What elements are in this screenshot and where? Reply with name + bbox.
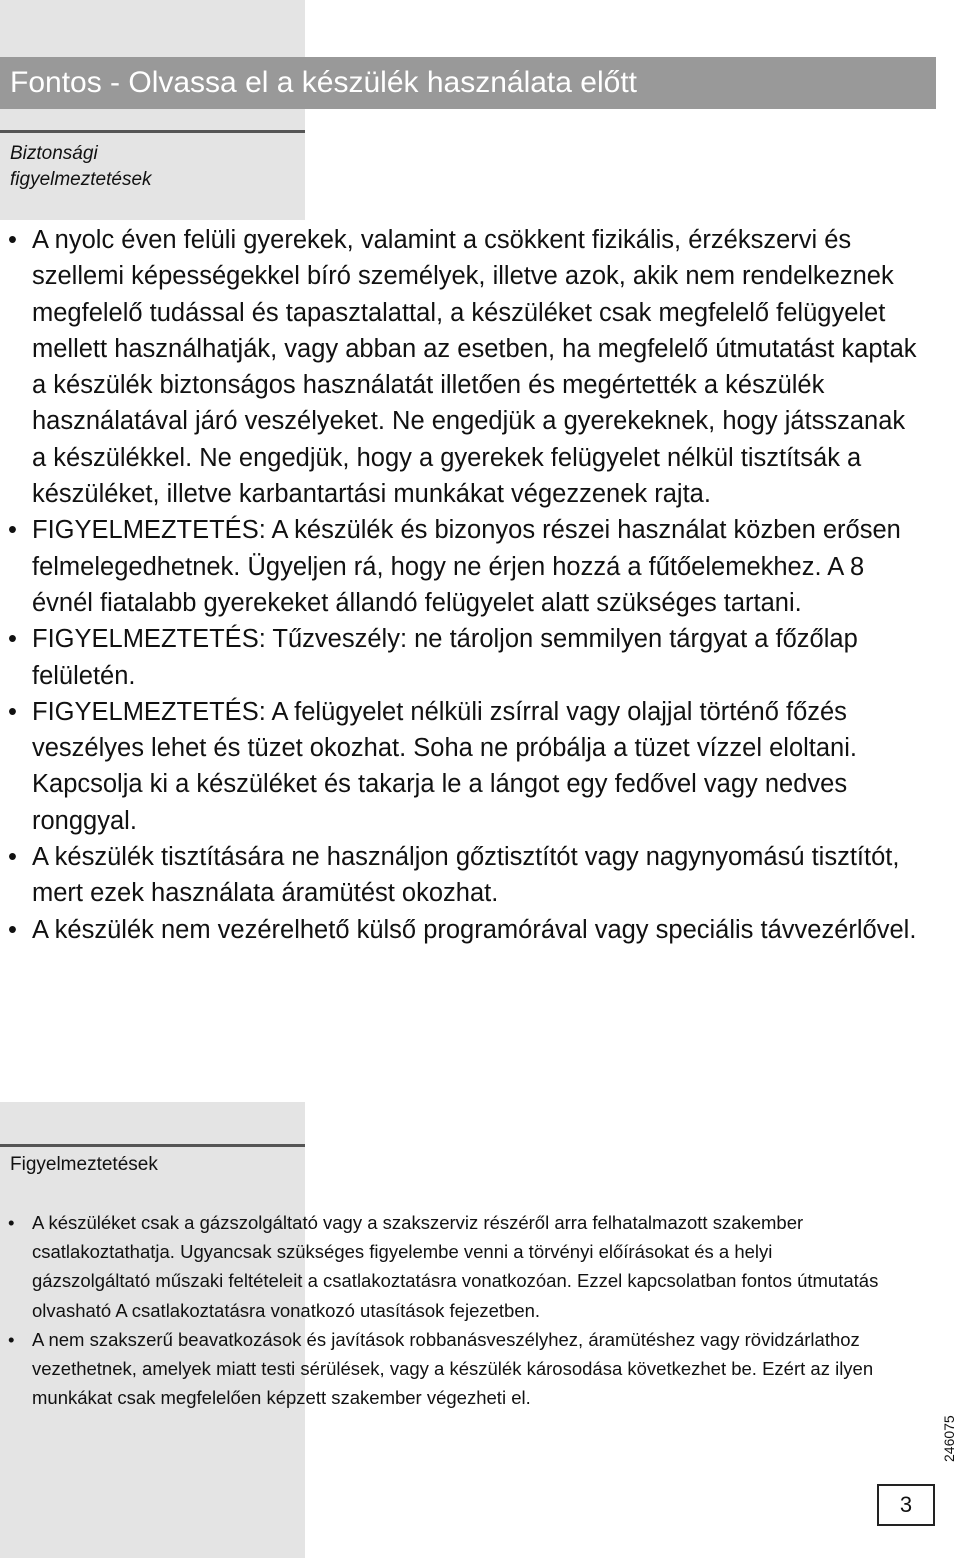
list-item — [0, 694, 920, 839]
bullet-icon: • — [8, 226, 17, 254]
safety-heading — [10, 141, 290, 193]
list-item-text: FIGYELMEZTETÉS: A készülék és bizonyos részei használat közben erősen felmelegedhetnek. Ügyeljen rá, hogy ne érjen hozzá a fűtőelemekhez. A 8 évnél fiatalabb gyerekeket állandó felügyelet alatt szükséges tartani. — [32, 516, 901, 617]
section-divider — [0, 130, 305, 133]
bullet-icon: • — [8, 1212, 15, 1233]
list-item-text: A készülék tisztítására ne használjon gőztisztítót vagy nagynyomású tisztítót, mert ezek használata áramütést okozhat. — [32, 843, 900, 908]
page-number: 3 — [877, 1484, 935, 1526]
list-item — [0, 621, 920, 694]
section-divider — [0, 1144, 305, 1147]
bullet-icon: • — [8, 625, 17, 654]
list-item — [0, 1208, 880, 1325]
bullet-icon: • — [8, 516, 17, 545]
list-item-text: FIGYELMEZTETÉS: A felügyelet nélküli zsírral vagy olajjal történő főzés veszélyes lehet és tüzet okozhat. Soha ne próbálja a tüzet vízzel eloltani. Kapcsolja ki a készüléket és takarja le a lángot egy fedővel vagy nedves ronggyal. — [32, 697, 857, 835]
list-item-text: A készüléket csak a gázszolgáltató vagy a szakszerviz részéről arra felhatalmazott szakember csatlakoztathatja. Ugyancsak szükséges figyelembe venni a törvényi előírásokat és a helyi gázszolgáltató műszaki feltételeit a csatlakoztatásra vonatkozóan. Ezzel kapcsolatban fontos útmutatás olvasható A csatlakoztatásra vonatkozó utasítások fejezetben. — [32, 1212, 879, 1321]
list-item-text: A nyolc éven felüli gyerekek, valamint a csökkent fizikális, érzékszervi és szellemi képességekkel bíró személyek, illetve azok, akik nem rendelkeznek megfelelő tudással és tapasztalattal, a készüléket csak megfelelő felügyelet mellett használhatják, vagy abban az esetben, ha megfelelő útmutatást kaptak a készülék biztonságos használatát illetően és megértették a készülék használatával járó veszélyeket. Ne engedjük a gyerekeknek, hogy játsszanak a készülékkel. Ne engedjük, hogy a gyerekek felügyelet nélkül tisztítsák a készüléket, illetve karbantartási munkákat végezzenek rajta. — [32, 226, 917, 509]
list-item-text: A nem szakszerű beavatkozások és javítások robbanásveszélyhez, áramütéshez vagy rövidzárlathoz vezethetnek, amelyek miatt testi sérülések, vagy a készülék károsodása következhet be. Ezért az ilyen munkákat csak megfelelően képzett szakember végezheti el. — [32, 1328, 874, 1409]
warnings-list — [0, 1208, 880, 1412]
bullet-icon: • — [8, 1328, 15, 1350]
list-item-text: A készülék nem vezérelhető külső programórával vagy speciális távvezérlővel. — [32, 915, 917, 944]
page-title: Fontos - Olvassa el a készülék használata előtt — [0, 57, 936, 109]
bullet-icon: • — [8, 843, 17, 872]
list-item — [0, 912, 920, 948]
list-item — [0, 512, 920, 621]
warnings-heading: Figyelmeztetések — [10, 1154, 158, 1175]
list-item — [0, 1325, 880, 1413]
list-item-text: FIGYELMEZTETÉS: Tűzveszély: ne tároljon semmilyen tárgyat a főzőlap felületén. — [32, 625, 858, 690]
left-band-bottom — [0, 1478, 305, 1558]
bullet-icon: • — [8, 697, 17, 726]
safety-heading-line2: figyelmeztetések — [10, 169, 152, 190]
document-code: 246075 — [941, 1415, 957, 1462]
list-item — [0, 839, 920, 912]
safety-heading-line1: Biztonsági — [10, 143, 98, 164]
list-item — [0, 222, 920, 512]
safety-list — [0, 222, 920, 948]
bullet-icon: • — [8, 915, 17, 944]
